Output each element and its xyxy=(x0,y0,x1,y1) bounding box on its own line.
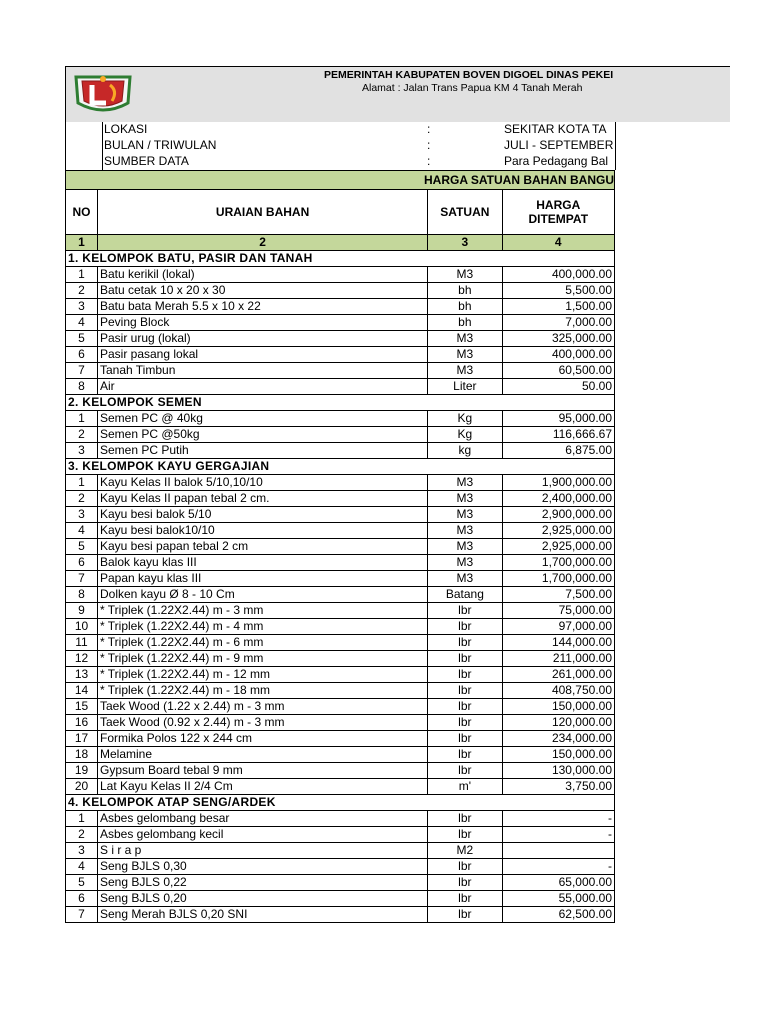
item-no: 3 xyxy=(66,299,98,315)
table-title-row xyxy=(66,171,615,190)
item-no: 15 xyxy=(66,699,98,715)
item-name: Pasir urug (lokal) xyxy=(97,331,427,347)
item-unit: lbr xyxy=(428,619,502,635)
info-block xyxy=(65,122,730,170)
item-name: Pasir pasang lokal xyxy=(97,347,427,363)
item-price: 2,400,000.00 xyxy=(502,491,615,507)
column-number-row xyxy=(66,235,615,251)
item-no: 3 xyxy=(66,843,98,859)
col-header-uraian: URAIAN BAHAN xyxy=(97,190,427,235)
item-no: 5 xyxy=(66,539,98,555)
item-name: * Triplek (1.22X2.44) m - 12 mm xyxy=(97,667,427,683)
table-row xyxy=(66,843,615,859)
item-price: 55,000.00 xyxy=(502,891,615,907)
item-unit: lbr xyxy=(428,747,502,763)
item-name: Formika Polos 122 x 244 cm xyxy=(97,731,427,747)
item-no: 19 xyxy=(66,763,98,779)
item-unit: bh xyxy=(428,283,502,299)
item-no: 9 xyxy=(66,603,98,619)
item-price: 65,000.00 xyxy=(502,875,615,891)
item-no: 3 xyxy=(66,507,98,523)
item-name: Asbes gelombang kecil xyxy=(97,827,427,843)
item-no: 7 xyxy=(66,907,98,923)
item-unit: bh xyxy=(428,315,502,331)
table-row xyxy=(66,411,615,427)
item-name: * Triplek (1.22X2.44) m - 9 mm xyxy=(97,651,427,667)
group-row xyxy=(66,395,615,411)
item-price: 211,000.00 xyxy=(502,651,615,667)
item-price: 7,000.00 xyxy=(502,315,615,331)
info-row-bulan xyxy=(66,138,731,154)
item-name: Melamine xyxy=(97,747,427,763)
info-colon: : xyxy=(427,122,431,136)
item-unit: lbr xyxy=(428,699,502,715)
col-header-no: NO xyxy=(66,190,98,235)
item-unit: M3 xyxy=(428,507,502,523)
table-row xyxy=(66,587,615,603)
item-unit: bh xyxy=(428,299,502,315)
item-name: Taek Wood (0.92 x 2.44) m - 3 mm xyxy=(97,715,427,731)
table-row xyxy=(66,331,615,347)
item-name: Batu bata Merah 5.5 x 10 x 22 xyxy=(97,299,427,315)
item-unit: M3 xyxy=(428,331,502,347)
item-price: 400,000.00 xyxy=(502,267,615,283)
item-name: Semen PC @ 40kg xyxy=(97,411,427,427)
item-unit: M3 xyxy=(428,363,502,379)
item-name: Seng Merah BJLS 0,20 SNI xyxy=(97,907,427,923)
col-number: 3 xyxy=(428,235,502,251)
item-name: Seng BJLS 0,30 xyxy=(97,859,427,875)
table-row xyxy=(66,571,615,587)
item-no: 1 xyxy=(66,475,98,491)
item-unit: lbr xyxy=(428,683,502,699)
table-row xyxy=(66,731,615,747)
item-price: 97,000.00 xyxy=(502,619,615,635)
item-price: 1,700,000.00 xyxy=(502,571,615,587)
item-unit: lbr xyxy=(428,763,502,779)
item-unit: lbr xyxy=(428,603,502,619)
table-row xyxy=(66,347,615,363)
item-no: 4 xyxy=(66,859,98,875)
info-label: BULAN / TRIWULAN xyxy=(104,138,217,152)
item-price: 60,500.00 xyxy=(502,363,615,379)
item-name: Semen PC Putih xyxy=(97,443,427,459)
item-unit: M3 xyxy=(428,347,502,363)
item-no: 5 xyxy=(66,875,98,891)
info-row-sumber xyxy=(66,154,731,170)
item-no: 12 xyxy=(66,651,98,667)
item-no: 6 xyxy=(66,555,98,571)
table-row xyxy=(66,811,615,827)
item-price: 7,500.00 xyxy=(502,587,615,603)
info-value: JULI - SEPTEMBER xyxy=(504,138,614,152)
item-unit: M3 xyxy=(428,491,502,507)
table-row xyxy=(66,859,615,875)
item-name: Asbes gelombang besar xyxy=(97,811,427,827)
item-price: 1,700,000.00 xyxy=(502,555,615,571)
item-price: - xyxy=(502,859,615,875)
item-no: 6 xyxy=(66,347,98,363)
table-row xyxy=(66,475,615,491)
item-name: Kayu besi balok 5/10 xyxy=(97,507,427,523)
item-unit: lbr xyxy=(428,811,502,827)
item-unit: M3 xyxy=(428,555,502,571)
item-name: Papan kayu klas III xyxy=(97,571,427,587)
table-row xyxy=(66,667,615,683)
item-name: Gypsum Board tebal 9 mm xyxy=(97,763,427,779)
item-name: Kayu besi papan tebal 2 cm xyxy=(97,539,427,555)
table-row xyxy=(66,299,615,315)
organization-name: PEMERINTAH KABUPATEN BOVEN DIGOEL DINAS PEKEI xyxy=(324,69,614,81)
item-name: Balok kayu klas III xyxy=(97,555,427,571)
item-price: 234,000.00 xyxy=(502,731,615,747)
item-price: 62,500.00 xyxy=(502,907,615,923)
item-no: 6 xyxy=(66,891,98,907)
table-title: HARGA SATUAN BAHAN BANGU xyxy=(66,171,615,190)
table-row xyxy=(66,507,615,523)
column-header-row xyxy=(66,190,615,235)
item-name: S i r a p xyxy=(97,843,427,859)
col-number: 4 xyxy=(502,235,615,251)
info-value: Para Pedagang Bal xyxy=(504,154,609,168)
item-price: 2,925,000.00 xyxy=(502,539,615,555)
item-no: 1 xyxy=(66,811,98,827)
table-row xyxy=(66,875,615,891)
item-price: 5,500.00 xyxy=(502,283,615,299)
info-label: LOKASI xyxy=(104,122,148,136)
item-no: 5 xyxy=(66,331,98,347)
item-unit: Batang xyxy=(428,587,502,603)
item-unit: Kg xyxy=(428,411,502,427)
item-price: 408,750.00 xyxy=(502,683,615,699)
item-price: 1,500.00 xyxy=(502,299,615,315)
group-title: 3. KELOMPOK KAYU GERGAJIAN xyxy=(66,459,615,475)
item-no: 1 xyxy=(66,411,98,427)
item-unit: lbr xyxy=(428,875,502,891)
col-header-satuan: SATUAN xyxy=(428,190,502,235)
item-name: * Triplek (1.22X2.44) m - 4 mm xyxy=(97,619,427,635)
item-name: * Triplek (1.22X2.44) m - 18 mm xyxy=(97,683,427,699)
item-no: 17 xyxy=(66,731,98,747)
table-row xyxy=(66,891,615,907)
table-row xyxy=(66,747,615,763)
item-price: 116,666.67 xyxy=(502,427,615,443)
table-row xyxy=(66,283,615,299)
item-name: Semen PC @50kg xyxy=(97,427,427,443)
item-unit: M3 xyxy=(428,267,502,283)
item-no: 1 xyxy=(66,267,98,283)
item-unit: M3 xyxy=(428,523,502,539)
item-price: 1,900,000.00 xyxy=(502,475,615,491)
item-price: 150,000.00 xyxy=(502,699,615,715)
item-price: 2,900,000.00 xyxy=(502,507,615,523)
organization-address: Alamat : Jalan Trans Papua KM 4 Tanah Merah xyxy=(362,82,583,94)
item-unit: Liter xyxy=(428,379,502,395)
item-unit: lbr xyxy=(428,907,502,923)
item-no: 2 xyxy=(66,283,98,299)
table-row xyxy=(66,699,615,715)
table-row xyxy=(66,539,615,555)
item-unit: lbr xyxy=(428,731,502,747)
item-unit: lbr xyxy=(428,635,502,651)
info-value: SEKITAR KOTA TA xyxy=(504,122,607,136)
item-name: Kayu Kelas II balok 5/10,10/10 xyxy=(97,475,427,491)
item-no: 3 xyxy=(66,443,98,459)
info-colon: : xyxy=(427,138,431,152)
item-unit: Kg xyxy=(428,427,502,443)
item-no: 4 xyxy=(66,315,98,331)
item-name: Lat Kayu Kelas II 2/4 Cm xyxy=(97,779,427,795)
group-row xyxy=(66,251,615,267)
item-unit: M3 xyxy=(428,475,502,491)
item-price: 325,000.00 xyxy=(502,331,615,347)
price-sheet xyxy=(65,66,730,923)
table-row xyxy=(66,683,615,699)
item-unit: M3 xyxy=(428,571,502,587)
item-unit: lbr xyxy=(428,667,502,683)
regency-emblem-icon xyxy=(72,71,134,117)
item-unit: kg xyxy=(428,443,502,459)
info-colon: : xyxy=(427,154,431,168)
item-price: 144,000.00 xyxy=(502,635,615,651)
item-name: * Triplek (1.22X2.44) m - 3 mm xyxy=(97,603,427,619)
item-name: Taek Wood (1.22 x 2.44) m - 3 mm xyxy=(97,699,427,715)
item-price: 130,000.00 xyxy=(502,763,615,779)
table-row xyxy=(66,715,615,731)
item-price: 120,000.00 xyxy=(502,715,615,731)
table-row xyxy=(66,315,615,331)
group-title: 4. KELOMPOK ATAP SENG/ARDEK xyxy=(66,795,615,811)
item-unit: M3 xyxy=(428,539,502,555)
item-unit: lbr xyxy=(428,651,502,667)
item-name: Air xyxy=(97,379,427,395)
item-no: 18 xyxy=(66,747,98,763)
table-row xyxy=(66,827,615,843)
item-name: Seng BJLS 0,22 xyxy=(97,875,427,891)
item-name: Batu cetak 10 x 20 x 30 xyxy=(97,283,427,299)
item-no: 14 xyxy=(66,683,98,699)
item-no: 2 xyxy=(66,427,98,443)
item-no: 4 xyxy=(66,523,98,539)
item-unit: lbr xyxy=(428,859,502,875)
item-price: 2,925,000.00 xyxy=(502,523,615,539)
item-no: 11 xyxy=(66,635,98,651)
item-price: 150,000.00 xyxy=(502,747,615,763)
group-title: 1. KELOMPOK BATU, PASIR DAN TANAH xyxy=(66,251,615,267)
item-no: 8 xyxy=(66,587,98,603)
table-row xyxy=(66,491,615,507)
item-no: 2 xyxy=(66,827,98,843)
item-no: 10 xyxy=(66,619,98,635)
info-row-lokasi xyxy=(66,122,731,138)
col-number: 2 xyxy=(97,235,427,251)
table-row xyxy=(66,363,615,379)
table-row xyxy=(66,763,615,779)
item-no: 7 xyxy=(66,571,98,587)
item-name: Tanah Timbun xyxy=(97,363,427,379)
table-row xyxy=(66,651,615,667)
table-row xyxy=(66,619,615,635)
table-row xyxy=(66,443,615,459)
table-row xyxy=(66,907,615,923)
item-unit: lbr xyxy=(428,891,502,907)
item-no: 2 xyxy=(66,491,98,507)
item-no: 20 xyxy=(66,779,98,795)
item-price: 400,000.00 xyxy=(502,347,615,363)
item-name: Batu kerikil (lokal) xyxy=(97,267,427,283)
item-no: 7 xyxy=(66,363,98,379)
item-price: 261,000.00 xyxy=(502,667,615,683)
item-unit: M2 xyxy=(428,843,502,859)
item-price xyxy=(502,843,615,859)
info-label: SUMBER DATA xyxy=(104,154,189,168)
price-table xyxy=(65,170,615,923)
table-row xyxy=(66,427,615,443)
item-price: 3,750.00 xyxy=(502,779,615,795)
item-name: Peving Block xyxy=(97,315,427,331)
sheet-header xyxy=(65,66,730,122)
item-price: 75,000.00 xyxy=(502,603,615,619)
group-title: 2. KELOMPOK SEMEN xyxy=(66,395,615,411)
item-price: 50.00 xyxy=(502,379,615,395)
table-row xyxy=(66,555,615,571)
item-name: Seng BJLS 0,20 xyxy=(97,891,427,907)
item-no: 16 xyxy=(66,715,98,731)
item-price: - xyxy=(502,827,615,843)
table-row xyxy=(66,379,615,395)
col-number: 1 xyxy=(66,235,98,251)
group-row xyxy=(66,795,615,811)
table-row xyxy=(66,635,615,651)
item-name: Kayu besi balok10/10 xyxy=(97,523,427,539)
item-price: 6,875.00 xyxy=(502,443,615,459)
item-unit: lbr xyxy=(428,715,502,731)
item-price: 95,000.00 xyxy=(502,411,615,427)
item-unit: m' xyxy=(428,779,502,795)
table-row xyxy=(66,523,615,539)
item-no: 8 xyxy=(66,379,98,395)
group-row xyxy=(66,459,615,475)
item-unit: lbr xyxy=(428,827,502,843)
item-price: - xyxy=(502,811,615,827)
col-header-harga: HARGA DITEMPAT xyxy=(502,190,615,235)
table-row xyxy=(66,603,615,619)
table-row xyxy=(66,267,615,283)
item-name: Dolken kayu Ø 8 - 10 Cm xyxy=(97,587,427,603)
item-no: 13 xyxy=(66,667,98,683)
item-name: Kayu Kelas II papan tebal 2 cm. xyxy=(97,491,427,507)
table-row xyxy=(66,779,615,795)
item-name: * Triplek (1.22X2.44) m - 6 mm xyxy=(97,635,427,651)
